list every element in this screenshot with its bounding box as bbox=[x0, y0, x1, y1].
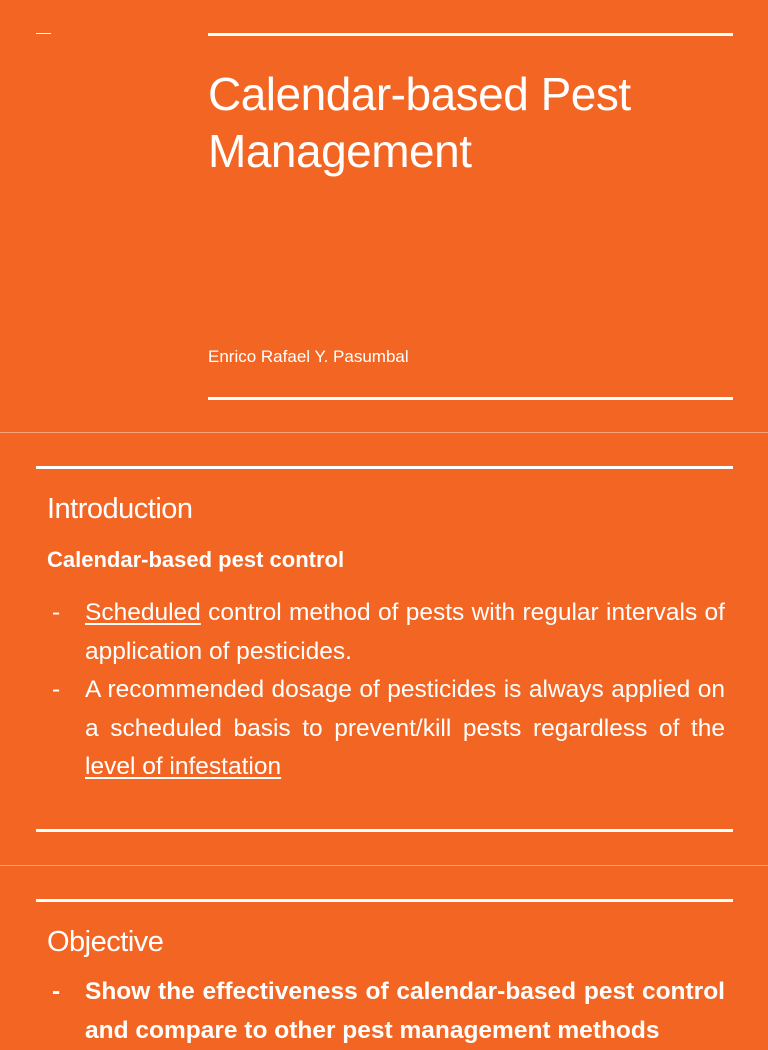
slide-heading: Introduction bbox=[47, 493, 193, 525]
bullet-list bbox=[47, 594, 725, 787]
bullet-dash: - bbox=[52, 676, 61, 703]
slide-heading: Objective bbox=[47, 926, 164, 958]
objective-slide bbox=[0, 866, 768, 1044]
top-rule bbox=[36, 466, 733, 469]
bullet-item bbox=[47, 671, 725, 787]
introduction-slide bbox=[0, 433, 768, 865]
underlined-term: Scheduled bbox=[85, 599, 201, 626]
top-rule bbox=[36, 899, 733, 902]
slide-title: Calendar-based Pest Management bbox=[208, 68, 631, 177]
bullet-item bbox=[47, 973, 725, 1050]
title-slide bbox=[0, 0, 768, 432]
bullet-dash: - bbox=[52, 978, 61, 1005]
slide-marker bbox=[36, 33, 51, 34]
bullet-text: Show the effectiveness of calendar-based pest control and compare to other pest management methods bbox=[85, 978, 725, 1044]
bullet-list bbox=[47, 973, 725, 1050]
bullet-text: A recommended dosage of pesticides is always applied on a scheduled basis to prevent/kill pests regardless of the bbox=[85, 676, 725, 742]
bullet-text: control method of pests with regular intervals of application of pesticides. bbox=[85, 599, 725, 665]
top-rule bbox=[208, 33, 733, 36]
bullet-dash: - bbox=[52, 599, 61, 626]
slide-subheading: Calendar-based pest control bbox=[47, 547, 345, 572]
bullet-item bbox=[47, 594, 725, 671]
underlined-term: level of infestation bbox=[85, 753, 282, 780]
bottom-rule bbox=[36, 829, 733, 832]
bottom-rule bbox=[208, 397, 733, 400]
author-name: Enrico Rafael Y. Pasumbal bbox=[208, 347, 409, 366]
